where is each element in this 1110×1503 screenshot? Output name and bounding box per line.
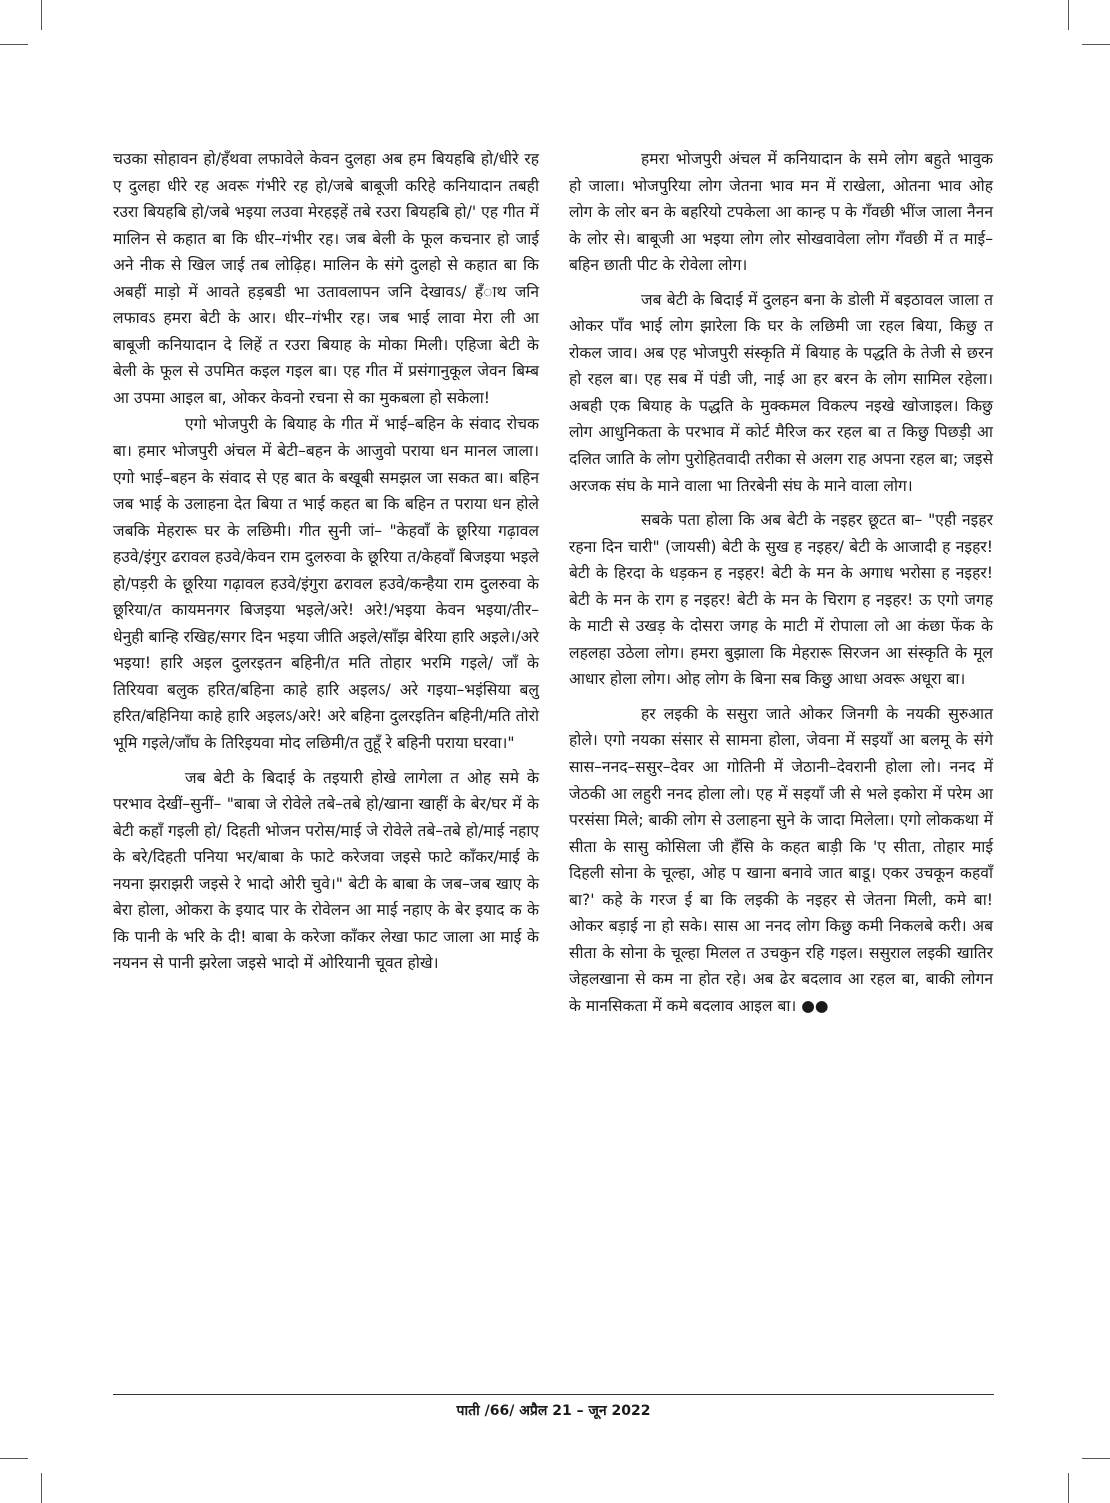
right-column [569,146,993,1020]
paragraph: जब बेटी के बिदाई में दुलहन बना के डोली में बइठावल जाला त ओकर पाँव भाई लोग झारेला कि घर के लछिमी जा रहल बिया, किछु त रोकल जाव। अब एह भोजपुरी संस्कृति में बियाह के पद्धति के तेजी से छरन हो रहल बा। एह सब में पंडी जी, नाई आ हर बरन के लोग सामिल रहेला। अबही एक बियाह के पद्धति के मुक्कमल विकल्प नइखे खोजाइल। किछु लोग आधुनिकता के परभाव में कोर्ट मैरिज कर रहल बा त किछु पिछड़ी आ दलित जाति के लोग पुरोहितवादी तरीका से अलग राह अपना रहल बा; जइसे अरजक संघ के माने वाला भा तिरबेनी संघ के माने वाला लोग। [569,290,993,495]
crop-mark [0,44,28,45]
crop-mark [41,0,42,30]
crop-mark [1068,0,1069,30]
crop-mark [1068,1473,1069,1503]
paragraph: जब बेटी के बिदाई के तइयारी होखे लागेला त ओह समे के परभाव देखीं–सुनीं– "बाबा जे रोवेले तबे–तबे हो/खाना खाहीं के बेर/घर में के बेटी कहाँ गइली हो/ दिहती भोजन परोस/माई जे रोवेले तबे–तबे हो/माई नहाए के बरे/दिहती पनिया भर/बाबा के फाटे करेजवा जइसे फाटे काँकर/माई के नयना झराझरी जइसे रे भादो ओरी चुवे।" बेटी के बाबा के जब–जब खाए के बेरा होला, ओकरा के इयाद पार के रोवेलन आ माई नहाए के बेर इयाद क के कि पानी के भरि के दी! बाबा के करेजा काँकर लेखा फाट जाला आ माई के नयनन से पानी झरेला जइसे भादो में ओरियानी चूवत होखे। [113,768,539,973]
crop-mark [1082,1458,1110,1459]
crop-mark [41,1473,42,1503]
paragraph: हमरा भोजपुरी अंचल में कनियादान के समे लोग बहुते भावुक हो जाला। भोजपुरिया लोग जेतना भाव मन में राखेला, ओतना भाव ओह लोग के लोर बन के बहरियो टपकेला आ कान्ह प के गँवछी भींज जाला नैनन के लोर से। बाबूजी आ भइया लोग लोर सोखवावेला लोग गँवछी में त माई–बहिन छाती पीट के रोवेला लोग। [569,150,993,275]
page-footer: पाती /66/ अप्रैल 21 – जून 2022 [456,1403,651,1419]
paragraph: एगो भोजपुरी के बियाह के गीत में भाई–बहिन के संवाद रोचक बा। हमार भोजपुरी अंचल में बेटी–बहन के आजुवो पराया धन मानल जाला। एगो भाई–बहन के संवाद से एह बात के बखूबी समझल जा सकत बा। बहिन जब भाई के उलाहना देत बिया त भाई कहत बा कि बहिन त पराया धन होले जबकि मेहरारू घर के लछिमी। गीत सुनी जां– "केहवाँ के छूरिया गढ़ावल हउवे/इंगुर ढरावल हउवे/केवन राम दुलरुवा के छूरिया त/केहवाँ बिजइया भइले हो/पड़री के छूरिया गढ़ावल हउवे/इंगुरा ढरावल हउवे/कन्हैया राम दुलरुवा के छूरिया/त कायमनगर बिजइया भइले/अरे! अरे!/भइया केवन भइया/तीर–धेनुही बान्हि रखिह/सगर दिन भइया जीति अइले/साँझ बेरिया हारि अइले।/अरे भइया! हारि अइल दुलरइतन बहिनी/त मति तोहार भरमि गइले/ जाँ के तिरियवा बलुक हरित/बहिना काहे हारि अइलऽ/ अरे गइया–भइंसिया बलु हरित/बहिनिया काहे हारि अइलऽ/अरे! अरे बहिना दुलरइतिन बहिनी/मति तोरो भूमि गइले/जाँघ के तिरिइयवा मोद लछिमी/त तुहूँ रे बहिनी पराया घरवा।" [113,415,539,753]
footer-rule [113,1394,994,1395]
paragraph: सबके पता होला कि अब बेटी के नइहर छूटत बा– "एही नइहर रहना दिन चारी" (जायसी) बेटी के सुख ह नइहर/ बेटी के आजादी ह नइहर! बेटी के हिरदा के धड़कन ह नइहर! बेटी के मन के अगाध भरोसा ह नइहर! बेटी के मन के राग ह नइहर! बेटी के मन के चिराग ह नइहर! ऊ एगो जगह के माटी से उखड़ के दोसरा जगह के माटी में रोपाला लो आ कंछा फेंक के लहलहा उठेला लोग। हमरा बुझाला कि मेहरारू सिरजन आ संस्कृति के मूल आधार होला लोग। ओह लोग के बिना सब किछु आधा अवरू अधूरा बा। [569,511,993,689]
paragraph: चउका सोहावन हो/हँथवा लफावेले केवन दुलहा अब हम बियहबि हो/धीरे रह ए दुलहा धीरे रह अवरू गंभीरे रह हो/जबे बाबूजी करिहे कनियादान तबही रउरा बियहबि हो/जबे भइया लउवा मेरहइहें तबे रउरा बियहबि हो/' एह गीत में मालिन से कहात बा कि धीर–गंभीर रह। जब बेली के फूल कचनार हो जाई अने नीक से खिल जाई तब लोढ़िह। मालिन के संगे दुलहो से कहात बा कि अबहीं माड़ो में आवते हड़बडी भा उतावलापन जनि देखावऽ/ हँाथ जनि लफावऽ हमरा बेटी के आर। धीर–गंभीर रह। जब भाई लावा मेरा ली आ बाबूजी कनियादान दे लिहें त रउरा बियाह के मोका मिली। एहिजा बेटी के बेली के फूल से उपमित कइल गइल बा। एह गीत में प्रसंगानुकूल जेवन बिम्ब आ उपमा आइल बा, ओकर केवनो रचना से का मुकबला हो सकेला! [113,150,539,407]
paragraph: हर लइकी के ससुरा जाते ओकर जिनगी के नयकी सुरुआत होले। एगो नयका संसार से सामना होला, जेवना में सइयाँ आ बलमू के संगे सास–ननद–ससुर–देवर आ गोतिनी में जेठानी–देवरानी होला लो। ननद में जेठकी आ लहुरी ननद होला लो। एह में सइयाँ जी से भले इकोरा में परेम आ परसंसा मिले; बाकी लोग से उलाहना सुने के जादा मिलेला। एगो लोककथा में सीता के सासु कोसिला जी हँसि के कहत बाड़ी कि 'ए सीता, तोहार माई दिहली सोना के चूल्हा, ओह प खाना बनावे जात बाडू। एकर उचकून कहवाँ बा?' कहे के गरज ई बा कि लइकी के नइहर से जेतना मिली, कमे बा! ओकर बड़ाई ना हो सके। सास आ ननद लोग किछु कमी निकलबे करी। अब सीता के सोना के चूल्हा मिलल त उचकुन रहि गइल। ससुराल लइकी खातिर जेहलखाना से कम ना होत रहे। अब ढेर बदलाव आ रहल बा, बाकी लोगन के मानसिकता में कमे बदलाव आइल बा। ●● [569,704,993,1015]
crop-mark [0,1458,28,1459]
crop-mark [1082,44,1110,45]
left-column [113,146,539,977]
